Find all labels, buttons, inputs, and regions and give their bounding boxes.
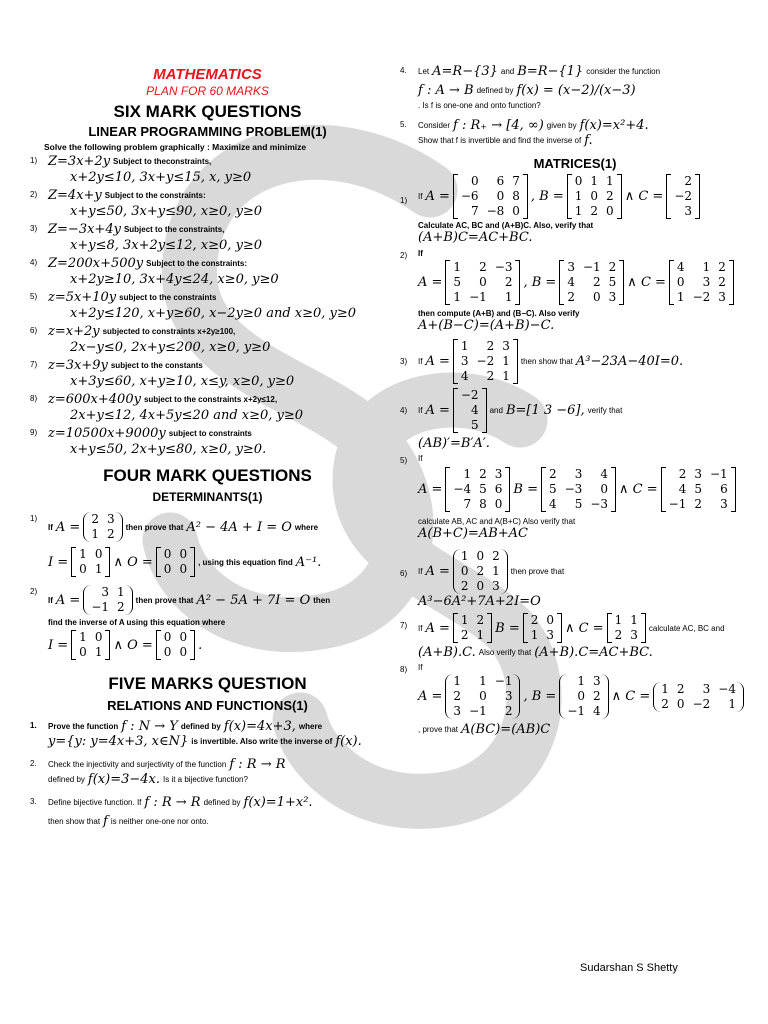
objective: z=x+2y [48, 324, 100, 339]
lpp-list [30, 154, 385, 458]
objective: z=600x+400y [48, 392, 141, 407]
matrix-label: ∧ C = [619, 482, 658, 497]
author-signature: Sudarshan S Shetty [580, 962, 678, 974]
matrix-question-2 [400, 249, 750, 333]
zero-label: ∧ O = [113, 637, 153, 653]
question-number: 4) [400, 406, 408, 415]
rel-question-5 [400, 118, 750, 148]
if-label: If [418, 663, 423, 672]
det-question-2 [30, 585, 385, 660]
constraint-intro: Subject to the constraints, [123, 225, 225, 234]
matrix-b: 0 1 1 1 0 2 1 2 0 [567, 174, 622, 219]
plan-heading: PLAN FOR 60 MARKS [146, 84, 269, 98]
matrix-label: A = [425, 564, 450, 579]
matrix-label: ∧ C = [624, 189, 664, 204]
matrix-question-7 [400, 613, 750, 660]
matrix-c: 1 1 2 3 [607, 613, 646, 643]
lpp-item [30, 324, 385, 356]
question-number: 2) [30, 190, 38, 199]
text: then show that [520, 357, 573, 366]
formula: A=R−{3} [432, 64, 498, 79]
text: Is it a bijective function? [163, 775, 248, 784]
matrix-c: 2 −2 3 [666, 174, 700, 219]
if-label: If [418, 357, 423, 366]
formula: f : N → Y [121, 719, 178, 734]
text: verify that [587, 406, 623, 415]
matrix-label: ∧ C = [627, 275, 666, 290]
matrix-question-8 [400, 663, 750, 737]
matrix-label: A = [425, 189, 450, 204]
formula: f(x) = (x−2)/(x−3) [516, 83, 636, 98]
question-number: 5. [400, 120, 407, 129]
then-text: then prove that [125, 522, 184, 532]
matrix-label: B = [495, 620, 520, 636]
find-text: find the inverse of A using this equation where [48, 618, 226, 627]
text: then show that [48, 817, 101, 826]
text: Consider [418, 121, 451, 130]
if-label: If [418, 623, 423, 633]
formula: (AB)′=B′A′. [418, 436, 490, 451]
text: is neither one-one nor onto. [110, 817, 209, 826]
text: defined by [476, 86, 514, 95]
six-mark-title: SIX MARK QUESTIONS [113, 102, 302, 121]
matrix-question-4 [400, 388, 750, 451]
text: Let [418, 67, 430, 76]
matrix-a: 1 0 2 0 2 1 2 0 3 [453, 549, 508, 594]
constraints: x+2y≤120, x+y≥60, x−2y≥0 and x≥0, y≥0 [70, 306, 357, 321]
formula: B=[1 3 −6], [505, 403, 585, 418]
lpp-item [30, 222, 385, 254]
question-number: 8) [30, 394, 38, 403]
subject-heading: MATHEMATICS [153, 66, 262, 83]
if-label: If [418, 249, 423, 258]
matrix-label: A = [425, 403, 450, 418]
text: consider the function [586, 67, 661, 76]
question-number: 3) [30, 224, 38, 233]
matrix-label: A = [55, 592, 81, 608]
question-number: 1. [30, 721, 37, 730]
matrix-question-6 [400, 549, 750, 609]
objective: Z=3x+2y [48, 154, 111, 169]
question-number: 8) [400, 665, 408, 674]
identity-matrix: 1 0 0 1 [71, 630, 110, 660]
then-text: then [313, 595, 331, 605]
question-number: 3. [30, 797, 37, 806]
text: Prove the function [48, 722, 119, 731]
matrix-b: 3 −1 2 4 2 5 2 0 3 [559, 260, 624, 305]
constraint-intro: subject to the constants [110, 361, 203, 370]
constraint-intro: Subject to the constraints: [104, 191, 206, 200]
if-label: If [418, 567, 423, 576]
question-number: 5) [400, 456, 408, 465]
determinants-title: DETERMINANTS(1) [152, 490, 263, 504]
equation: A² − 5A + 7I = O [196, 592, 311, 608]
matrix-c: 1 2 3 −4 2 0 −2 1 [653, 682, 744, 712]
matrix-a: 3 1 −1 2 [83, 585, 132, 615]
text: is invertible. Also write the inverse of [191, 737, 333, 746]
objective: Z=4x+y [48, 188, 102, 203]
question-number: 2) [400, 251, 408, 260]
matrix-label: A = [418, 689, 443, 704]
text: given by [546, 121, 577, 130]
question-number: 4. [400, 66, 407, 75]
if-label: If [418, 454, 423, 463]
formula: f(x). [335, 734, 362, 749]
zero-matrix: 0 0 0 0 [156, 547, 195, 577]
lpp-item [30, 358, 385, 390]
zero-matrix: 0 0 0 0 [156, 630, 195, 660]
lpp-item [30, 256, 385, 288]
text: and [489, 406, 503, 415]
matrix-b: 2 3 4 5 −3 0 4 5 −3 [541, 467, 616, 512]
identity-label: I = [48, 637, 69, 653]
matrix-label: ∧ C = [611, 689, 651, 704]
zero-label: ∧ O = [113, 554, 153, 570]
lpp-item [30, 188, 385, 220]
formula: A(B+C)=AB+AC [418, 526, 528, 541]
objective: z=5x+10y [48, 290, 117, 305]
formula: f(x)=3−4x. [87, 772, 160, 787]
matrix-a: −2 4 5 [453, 388, 487, 433]
formula: f : R → R [144, 795, 201, 810]
formula: f(x)=1+x². [243, 795, 313, 810]
question-number: 1) [30, 514, 38, 523]
constraints: 2x−y≤0, 2x+y≤200, x≥0, y≥0 [70, 340, 271, 355]
text: defined by [48, 775, 85, 784]
question-number: 7) [400, 621, 408, 630]
inverse-expr: A⁻¹. [295, 554, 322, 570]
formula: f. [584, 133, 593, 148]
rel-question-3 [30, 795, 385, 829]
matrix-label: B = [513, 482, 538, 497]
objective: z=3x+9y [48, 358, 108, 373]
question-number: 7) [30, 360, 38, 369]
if-label: If [418, 192, 423, 201]
formula: A³−23A−40I=0. [575, 354, 684, 369]
matrix-b: 1 3 0 2 −1 4 [559, 674, 608, 719]
question-number: 3) [400, 357, 408, 366]
constraints: 2x+y≤12, 4x+5y≤20 and x≥0, y≥0 [70, 408, 304, 423]
text: defined by [203, 798, 241, 807]
if-label: If [48, 595, 53, 605]
question-number: 4) [30, 258, 38, 267]
formula: f : A → B [418, 83, 474, 98]
text: then prove that [510, 567, 565, 576]
text: . Is f is one-one and onto function? [418, 101, 541, 110]
matrix-a: 0 6 7 −6 0 8 7 −8 0 [453, 174, 528, 219]
formula: f(x)=4x+3, [223, 719, 296, 734]
matrix-a: 2 3 1 2 [83, 512, 122, 542]
question-number: 2. [30, 759, 37, 768]
objective: Z=200x+500y [48, 256, 144, 271]
constraint-intro: subject to the constraints [119, 293, 217, 302]
constraints: x+y≤50, 2x+y≤80, x≥0, y≥0. [70, 442, 267, 457]
text: and [500, 67, 515, 76]
matrix-a: 1 2 −3 5 0 2 1 −1 1 [445, 260, 520, 305]
text: calculate AC, BC and [648, 623, 725, 633]
question-number: 5) [30, 292, 38, 301]
equation: A² − 4A + I = O [186, 519, 292, 535]
constraint-intro: subjected to constraints x+2y≥100, [102, 327, 236, 336]
question-number: 9) [30, 428, 38, 437]
lpp-item [30, 426, 385, 458]
where-text: where [294, 522, 319, 532]
text: Check the injectivity and surjectivity of the function [48, 760, 227, 769]
matrix-a: 1 1 −1 2 0 3 3 −1 2 [445, 674, 520, 719]
matrix-label: A = [425, 620, 450, 636]
formula: f : R₊ → [4, ∞) [453, 118, 544, 133]
matrix-a: 1 2 3 −4 5 6 7 8 0 [445, 467, 510, 512]
objective: Z=−3x+4y [48, 222, 121, 237]
formula: A+(B−C)=(A+B)−C. [418, 318, 555, 333]
right-column [400, 62, 750, 737]
formula: A(BC)=(AB)C [461, 722, 551, 737]
constraints: x+y≤8, 3x+2y≤12, x≥0, y≥0 [70, 238, 263, 253]
text: Also verify that [478, 648, 532, 657]
matrix-a: 1 2 3 3 −2 1 4 2 1 [453, 339, 518, 384]
using-text: , using this equation find [198, 557, 293, 567]
matrices-title: MATRICES(1) [533, 156, 617, 171]
matrix-question-1 [400, 174, 750, 245]
matrix-label: , B = [523, 689, 557, 704]
four-mark-title: FOUR MARK QUESTIONS [103, 466, 312, 485]
constraints: x+3y≤60, x+y≥10, x≤y, x≥0, y≥0 [70, 374, 295, 389]
text: Calculate AC, BC and (A+B)C. Also, verify that [418, 221, 594, 230]
formula: f : R → R [229, 757, 286, 772]
text: Show that f is invertible and find the inverse of [418, 136, 582, 145]
text: calculate AB, AC and A(B+C) Also verify that [418, 517, 576, 526]
question-number: 2) [30, 587, 38, 596]
matrix-label: A = [418, 275, 443, 290]
period: . [198, 637, 203, 653]
formula: y={y: y=4x+3, x∈N} [48, 734, 189, 749]
matrix-question-5 [400, 454, 750, 541]
question-number: 6) [400, 569, 408, 578]
det-question-1 [30, 512, 385, 577]
matrix-question-3 [400, 339, 750, 384]
matrix-b: 2 0 1 3 [523, 613, 562, 643]
lpp-item [30, 392, 385, 424]
if-label: If [418, 406, 423, 415]
if-label: If [48, 522, 53, 532]
formula: B=R−{1} [517, 64, 584, 79]
lpp-item [30, 290, 385, 322]
text: defined by [180, 722, 221, 731]
question-number: 1) [30, 156, 38, 165]
matrix-a: 1 2 2 1 [453, 613, 492, 643]
formula: (A+B)C=AC+BC. [418, 230, 533, 245]
matrix-label: ∧ C = [565, 620, 604, 636]
text: , prove that [418, 725, 459, 734]
constraints: x+y≤50, 3x+y≤90, x≥0, y≥0 [70, 204, 263, 219]
constraints: x+2y≤10, 3x+y≤15, x, y≥0 [70, 170, 252, 185]
matrix-label: A = [55, 519, 81, 535]
formula: f [103, 814, 108, 829]
text: where [298, 722, 323, 731]
question-number: 1) [400, 196, 408, 205]
then-text: then prove that [135, 595, 194, 605]
constraint-intro: Subject to theconstraints, [113, 157, 212, 166]
constraints: x+2y≥10, 3x+4y≤24, x≥0, y≥0 [70, 272, 279, 287]
constraint-intro: subject to constraints [168, 429, 252, 438]
identity-label: I = [48, 554, 69, 570]
rel-question-4 [400, 64, 750, 110]
text: then compute (A+B) and (B−C). Also verify [418, 309, 580, 318]
objective: z=10500x+9000y [48, 426, 166, 441]
matrix-label: , B = [523, 275, 557, 290]
left-column [30, 60, 385, 829]
five-mark-title: FIVE MARKS QUESTION [108, 674, 307, 693]
identity-matrix: 1 0 0 1 [71, 547, 110, 577]
question-number: 6) [30, 326, 38, 335]
lpp-item [30, 154, 385, 186]
formula: (A+B).C. [418, 645, 476, 660]
formula: A³−6A²+7A+2I=O [418, 594, 541, 609]
constraint-intro: subject to the constraints x+2y≤12, [143, 395, 278, 404]
matrix-c: 2 3 −1 4 5 6 −1 2 3 [661, 467, 736, 512]
rel-question-1 [30, 719, 385, 749]
matrix-label: A = [425, 354, 450, 369]
matrix-c: 4 1 2 0 3 2 1 −2 3 [669, 260, 734, 305]
lpp-title: LINEAR PROGRAMMING PROBLEM(1) [88, 124, 327, 139]
formula: (A+B).C=AC+BC. [534, 645, 653, 660]
constraint-intro: Subject to the constraints: [146, 259, 248, 268]
relations-title: RELATIONS AND FUNCTIONS(1) [107, 698, 308, 713]
matrix-label: , B = [530, 189, 564, 204]
rel-question-2 [30, 757, 385, 787]
formula: f(x)=x²+4. [579, 118, 649, 133]
lpp-instruction: Solve the following problem graphically : Maximize and minimize [44, 142, 307, 152]
text: Define bijective function. If [48, 798, 142, 807]
matrix-label: A = [418, 482, 443, 497]
